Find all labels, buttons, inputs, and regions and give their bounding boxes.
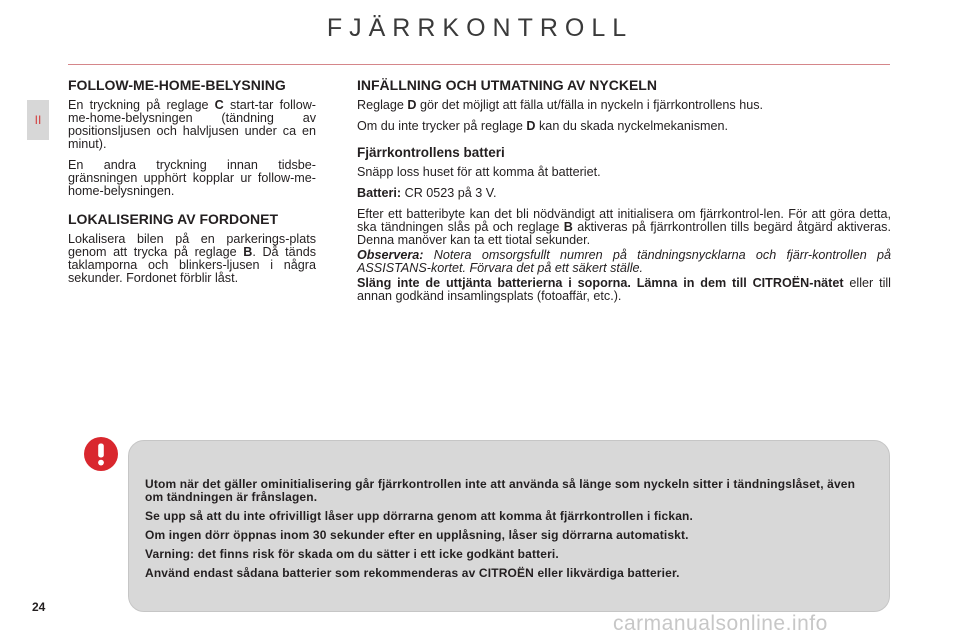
key-fold-paragraph-2: Om du inte trycker på reglage D kan du skada nyckelmekanismen. xyxy=(357,119,729,133)
page-number: 24 xyxy=(32,600,46,614)
battery-note-paragraph: Observera: Notera omsorgsfullt numren på tändningsnycklarna och fjärr-kontrollen på ASSISTANS-kortet. Förvara det på ett säkert ställe. xyxy=(357,248,891,275)
battery-disposal-paragraph: Släng inte de uttjänta batterierna i soporna. Lämna in dem till CITROËN-nätet eller till annan godkänd insamlingsplats (fotoaffär, etc.). xyxy=(357,276,891,303)
battery-reinit-paragraph: Efter ett batteribyte kan det bli nödvändigt att initialisera om fjärrkontrol-len. För att göra detta, ska tändningen slås på och reglage B aktiveras på fjärrkontrollen tills begärd åtgärd aktiveras. Denna manöver kan ta ett tiotal sekunder. xyxy=(357,207,891,247)
warning-text xyxy=(145,478,875,586)
title-divider xyxy=(68,64,890,65)
chapter-tab: II xyxy=(27,100,49,140)
battery-label: Batteri: xyxy=(357,186,402,200)
right-column xyxy=(357,78,891,311)
locate-vehicle-paragraph: Lokalisera bilen på en parkerings-plats genom att trycka på reglage B. Då tänds taklamporna och blinkers-ljusen i några sekunder. Fordonet förblir låst. xyxy=(68,232,316,285)
exclamation-icon xyxy=(84,437,118,471)
page-title: FJÄRRKONTROLL xyxy=(326,14,634,42)
warning-line: Använd endast sådana batterier som rekommenderas av CITROËN eller likvärdiga batterier. xyxy=(145,566,680,580)
follow-me-home-paragraph-1: En tryckning på reglage C start-tar follow-me-home-belysningen (tändning av positionsljusen och halvljusen under ca en minut). xyxy=(68,98,316,151)
note-label: Observera: xyxy=(357,248,424,262)
left-column xyxy=(68,78,316,293)
button-key-d: D xyxy=(407,98,417,112)
button-key-c: C xyxy=(214,98,224,112)
battery-type-paragraph xyxy=(357,187,891,200)
key-fold-heading: INFÄLLNING OCH UTMATNING AV NYCKELN xyxy=(357,77,657,93)
key-fold-paragraph-1: Reglage D gör det möjligt att fälla ut/fälla in nyckeln i fjärrkontrollens hus. xyxy=(357,98,764,112)
battery-access-paragraph: Snäpp loss huset för att komma åt batteriet. xyxy=(357,165,601,179)
battery-value: CR 0523 på 3 V. xyxy=(401,186,497,200)
warning-line: Om ingen dörr öppnas inom 30 sekunder efter en upplåsning, låser sig dörrarna automatiskt. xyxy=(145,528,689,542)
button-key-b: B xyxy=(243,245,253,259)
warning-line: Se upp så att du inte ofrivilligt låser upp dörrarna genom att komma åt fjärrkontrollen i fickan. xyxy=(145,509,693,523)
warning-line: Utom när det gäller ominitialisering går fjärrkontrollen inte att använda så länge som nyckeln sitter i tändningslåset, även om tändningen är frånslagen. xyxy=(145,477,856,504)
follow-me-home-heading: FOLLOW-ME-HOME-BELYSNING xyxy=(68,77,286,93)
locate-vehicle-heading: LOKALISERING AV FORDONET xyxy=(68,211,278,227)
battery-heading: Fjärrkontrollens batteri xyxy=(357,145,505,160)
follow-me-home-paragraph-2: En andra tryckning innan tidsbe-gränsningen upphört kopplar ur follow-me-home-belysningen. xyxy=(68,158,316,198)
button-key-d: D xyxy=(526,119,536,133)
warning-line: Varning: det finns risk för skada om du sätter i ett icke godkänt batteri. xyxy=(145,547,559,561)
button-key-b: B xyxy=(563,220,573,234)
watermark: carmanualsonline.info xyxy=(613,612,828,635)
